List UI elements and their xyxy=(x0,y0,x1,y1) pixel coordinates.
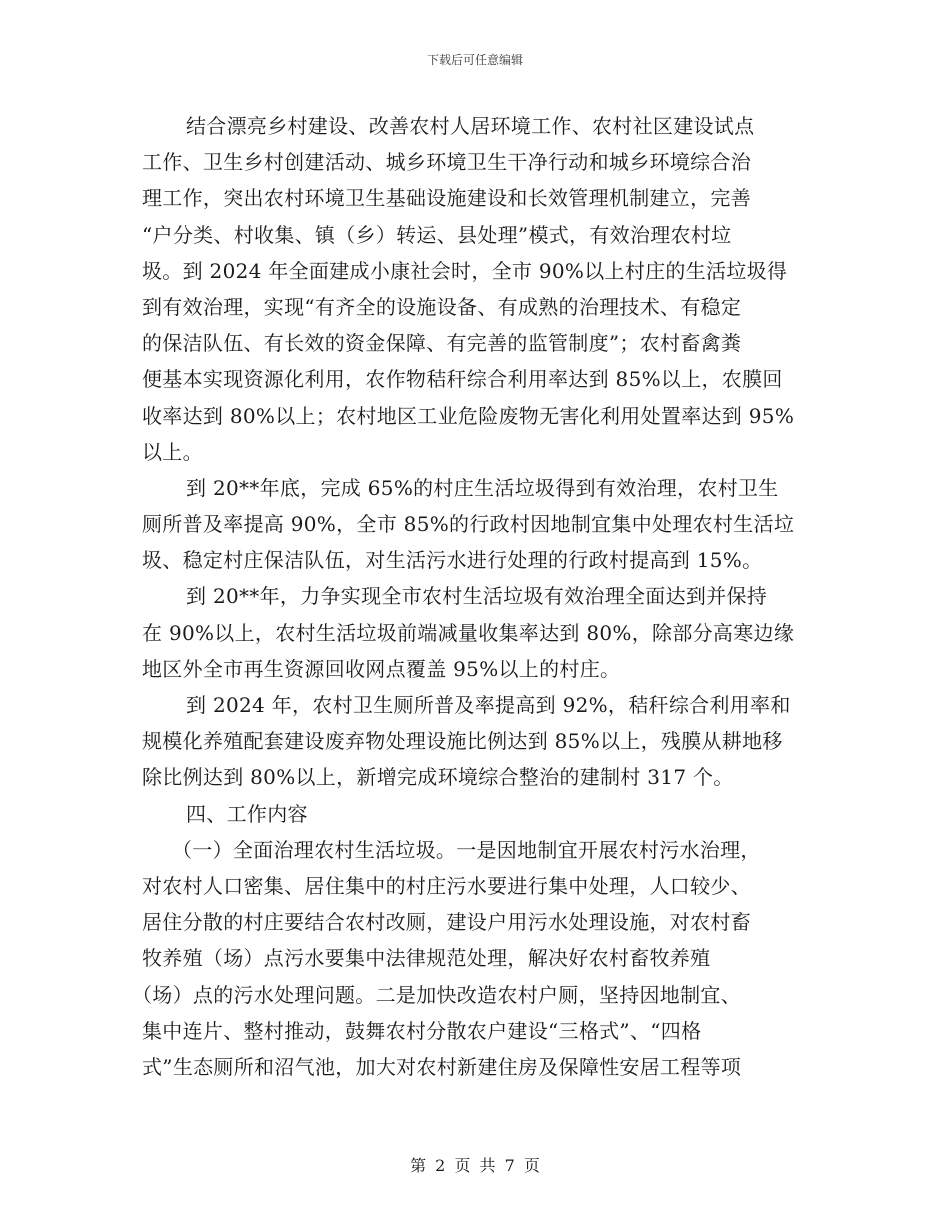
text-line: 地区外全市再生资源回收网点覆盖 95%以上的村庄。 xyxy=(142,656,621,681)
text-line: 到 2024 年，农村卫生厕所普及率提高到 92%，秸秆综合利用率和 xyxy=(186,693,791,717)
text-line: 收率达到 80%以上；农村地区工业危险废物无害化利用处置率达到 95% xyxy=(142,403,795,428)
text-line: 式”生态厕所和沼气池，加大对农村新建住房及保障性安居工程等项 xyxy=(142,1054,742,1079)
text-line: 除比例达到 80%以上，新增完成环境综合整治的建制村 317 个。 xyxy=(142,765,734,790)
text-line: 结合漂亮乡村建设、改善农村人居环境工作、农村社区建设试点 xyxy=(186,114,755,138)
text-line: 理工作，突出农村环境卫生基础设施建设和长效管理机制建立，完善 xyxy=(142,186,751,211)
page-number: 第 2 页 共 7 页 xyxy=(410,1156,540,1175)
text-line: 厕所普及率提高 90%，全市 85%的行政村因地制宜集中处理农村生活垃 xyxy=(142,512,795,537)
text-line: 对农村人口密集、居住集中的村庄污水要进行集中处理，人口较少、 xyxy=(142,873,751,898)
text-line: 规模化养殖配套建设废弃物处理设施比例达到 85%以上，残膜从耕地移 xyxy=(142,729,783,754)
document-body xyxy=(132,108,814,1085)
text-line: 以上。 xyxy=(142,439,203,464)
text-line: 到有效治理，实现“有齐全的设施设备、有成熟的治理技术、有稳定 xyxy=(142,294,742,319)
text-line: 便基本实现资源化利用，农作物秸秆综合利用率达到 85%以上，农膜回 xyxy=(142,367,783,392)
text-line: 的保洁队伍、有长效的资金保障、有完善的监管制度”；农村畜禽粪 xyxy=(142,331,742,356)
text-line: 居住分散的村庄要结合农村改厕，建设户用污水处理设施，对农村畜 xyxy=(142,910,751,935)
text-line: 到 20**年，力争实现全市农村生活垃圾有效治理全面达到并保持 xyxy=(186,584,768,609)
text-line: （一）全面治理农村生活垃圾。一是因地制宜开展农村污水治理， xyxy=(172,837,761,862)
page-header-note: 下载后可任意编辑 xyxy=(426,53,523,67)
text-line: 圾、稳定村庄保洁队伍，对生活污水进行处理的行政村提高到 15%。 xyxy=(142,548,763,573)
text-line: （场）点的污水处理问题。二是加快改造农村户厕，坚持因地制宜、 xyxy=(132,982,741,1007)
text-line: 在 90%以上，农村生活垃圾前端减量收集率达到 80%，除部分高寒边缘 xyxy=(142,620,795,645)
text-line: 圾。到 2024 年全面建成小康社会时，全市 90%以上村庄的生活垃圾得 xyxy=(142,258,788,283)
text-line: “户分类、村收集、镇（乡）转运、县处理”模式，有效治理农村垃 xyxy=(142,222,732,247)
section-heading: 四、工作内容 xyxy=(186,801,308,826)
text-line: 集中连片、整村推动，鼓舞农村分散农户建设“三格式”、“四格 xyxy=(142,1018,702,1043)
text-line: 工作、卫生乡村创建活动、城乡环境卫生干净行动和城乡环境综合治 xyxy=(142,150,751,175)
text-line: 到 20**年底，完成 65%的村庄生活垃圾得到有效治理，农村卫生 xyxy=(186,475,779,500)
text-line: 牧养殖（场）点污水要集中法律规范处理，解决好农村畜牧养殖 xyxy=(142,946,711,971)
